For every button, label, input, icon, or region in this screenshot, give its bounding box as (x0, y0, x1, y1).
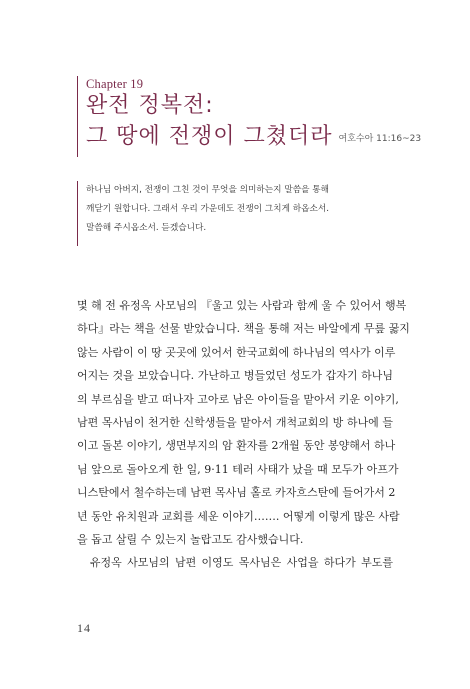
body-line: 이고 돌본 이야기, 생면부지의 암 환자를 2개월 동안 봉양해서 하나 (77, 439, 396, 453)
body-line: 않는 사람이 이 땅 곳곳에 있어서 한국교회에 하나님의 역사가 이루 (77, 345, 396, 359)
body-line: 의 부르심을 받고 떠나자 고아로 남은 아이들을 맡아서 키운 이야기, (77, 392, 399, 406)
prayer-line: 깨닫기 원합니다. 그래서 우리 가운데도 전쟁이 그치게 하옵소서. (86, 204, 330, 214)
body-line: 니스탄에서 철수하는데 남편 목사님 홀로 카자흐스탄에 들어가서 2 (77, 486, 396, 500)
page-number: 14 (77, 621, 91, 635)
body-line: 어지는 것을 보았습니다. 가난하고 병들었던 성도가 갑자기 하나님 (77, 369, 393, 383)
prayer-rule (77, 181, 78, 246)
body-line: 님 앞으로 돌아오게 한 일, 9·11 테러 사태가 났을 때 모두가 아프가 (77, 462, 399, 476)
chapter-title-line1: 완전 정복전: (86, 93, 214, 118)
body-line: 몇 해 전 유정옥 사모님의 『울고 있는 사람과 함께 울 수 있어서 행복 (77, 299, 407, 312)
body-paragraph (77, 294, 410, 575)
opening-prayer (86, 181, 386, 238)
chapter-label: Chapter 19 (86, 77, 144, 91)
body-line: 을 돕고 살릴 수 있는지 놀랍고도 감사했습니다. (77, 533, 304, 547)
body-line: 하다』라는 책을 선물 받았습니다. 책을 통해 저는 바알에게 무릎 꿇지 (77, 322, 410, 336)
chapter-title-line2 (86, 123, 421, 153)
body-line: 남편 목사님이 천거한 신학생들을 맡아서 개척교회의 방 하나에 들 (77, 416, 393, 430)
prayer-line: 말씀해 주시옵소서. 듣겠습니다. (86, 223, 207, 233)
chapter-title-text: 그 땅에 전쟁이 그쳤더라 (86, 124, 333, 149)
body-line: 유정옥 사모님의 남편 이영도 목사님은 사업을 하다가 부도를 (77, 556, 393, 570)
prayer-line: 하나님 아버지, 전쟁이 그친 것이 무엇을 의미하는지 말씀을 통해 (86, 185, 330, 195)
body-line: 년 동안 유치원과 교회를 세운 이야기……. 어떻게 이렇게 많은 사람 (77, 509, 400, 523)
chapter-header-rule (77, 76, 78, 157)
scripture-reference: 여호수아 11:16~23 (338, 134, 422, 144)
